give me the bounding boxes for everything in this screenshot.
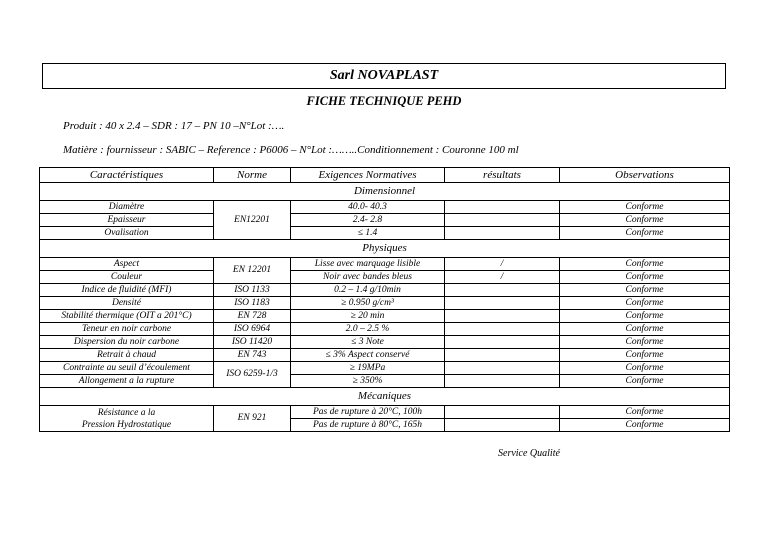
matiere-line: Matière : fournisseur : SABIC – Reference : P6006 – N°Lot :……..Conditionnement : Couronne 100 ml <box>63 144 519 156</box>
table-row <box>40 362 730 375</box>
section-row <box>40 183 730 201</box>
observation-cell: Conforme <box>560 201 730 214</box>
exigence-cell: 40.0- 40.3 <box>291 201 445 214</box>
section-dimensionnel: Dimensionnel <box>40 183 730 201</box>
service-qualite-label: Service Qualité <box>498 448 560 459</box>
table-row <box>40 214 730 227</box>
carac-cell: Dispersion du noir carbone <box>40 336 214 349</box>
table-row <box>40 375 730 388</box>
carac-line-1: Résistance a la <box>97 407 156 418</box>
table-header-row <box>40 168 730 183</box>
table-row <box>40 271 730 284</box>
table-row <box>40 406 730 419</box>
norme-cell: ISO 11420 <box>214 336 291 349</box>
exigence-cell: ≥ 20 min <box>291 310 445 323</box>
carac-cell: Stabilité thermique (OIT a 201°C) <box>40 310 214 323</box>
observation-cell: Conforme <box>560 258 730 271</box>
table-row <box>40 349 730 362</box>
section-row <box>40 388 730 406</box>
exigence-cell: Pas de rupture à 80°C, 165h <box>291 419 445 432</box>
carac-cell: Retrait à chaud <box>40 349 214 362</box>
table-row <box>40 201 730 214</box>
company-title-box <box>42 63 726 89</box>
norme-cell: EN12201 <box>214 201 291 240</box>
norme-cell: ISO 1133 <box>214 284 291 297</box>
carac-cell: Aspect <box>40 258 214 271</box>
carac-cell: Epaisseur <box>40 214 214 227</box>
observation-cell: Conforme <box>560 297 730 310</box>
table-row <box>40 323 730 336</box>
table-row <box>40 297 730 310</box>
exigence-cell: ≥ 0.950 g/cm³ <box>291 297 445 310</box>
exigence-cell: 2.0 – 2.5 % <box>291 323 445 336</box>
norme-cell: EN 12201 <box>214 258 291 284</box>
carac-cell <box>40 406 214 432</box>
document-title: FICHE TECHNIQUE PEHD <box>306 94 462 108</box>
observation-cell: Conforme <box>560 323 730 336</box>
exigence-cell: ≤ 1.4 <box>291 227 445 240</box>
observation-cell: Conforme <box>560 406 730 419</box>
observation-cell: Conforme <box>560 227 730 240</box>
observation-cell: Conforme <box>560 214 730 227</box>
header-exigences: Exigences Normatives <box>291 168 445 183</box>
section-physiques: Physiques <box>40 240 730 258</box>
table-row <box>40 258 730 271</box>
exigence-cell: Noir avec bandes bleus <box>291 271 445 284</box>
result-cell <box>445 419 560 432</box>
result-cell <box>445 201 560 214</box>
exigence-cell: Pas de rupture à 20°C, 100h <box>291 406 445 419</box>
product-line: Produit : 40 x 2.4 – SDR : 17 – PN 10 –N°Lot :…. <box>63 120 285 132</box>
carac-cell: Teneur en noir carbone <box>40 323 214 336</box>
result-cell <box>445 227 560 240</box>
exigence-cell: Lisse avec marquage lisible <box>291 258 445 271</box>
observation-cell: Conforme <box>560 310 730 323</box>
observation-cell: Conforme <box>560 336 730 349</box>
exigence-cell: ≤ 3% Aspect conservé <box>291 349 445 362</box>
result-cell <box>445 362 560 375</box>
exigence-cell: 0.2 – 1.4 g/10min <box>291 284 445 297</box>
result-cell <box>445 336 560 349</box>
company-name: Sarl NOVAPLAST <box>329 68 439 83</box>
header-resultats: résultats <box>445 168 560 183</box>
table-row <box>40 336 730 349</box>
table-row <box>40 310 730 323</box>
carac-line-2: Pression Hydrostatique <box>81 419 172 430</box>
observation-cell: Conforme <box>560 419 730 432</box>
header-norme: Norme <box>214 168 291 183</box>
header-observations: Observations <box>560 168 730 183</box>
result-cell: / <box>445 271 560 284</box>
table-row <box>40 227 730 240</box>
result-cell <box>445 323 560 336</box>
observation-cell: Conforme <box>560 271 730 284</box>
norme-cell: ISO 6964 <box>214 323 291 336</box>
specification-table <box>39 167 730 432</box>
header-caracteristiques: Caractéristiques <box>40 168 214 183</box>
norme-cell: ISO 1183 <box>214 297 291 310</box>
section-mecaniques: Mécaniques <box>40 388 730 406</box>
norme-cell: EN 921 <box>214 406 291 432</box>
result-cell <box>445 349 560 362</box>
carac-cell: Contrainte au seuil d’écoulement <box>40 362 214 375</box>
result-cell <box>445 284 560 297</box>
result-cell <box>445 297 560 310</box>
result-cell <box>445 214 560 227</box>
result-cell: / <box>445 258 560 271</box>
exigence-cell: ≥ 19MPa <box>291 362 445 375</box>
observation-cell: Conforme <box>560 349 730 362</box>
exigence-cell: 2.4- 2.8 <box>291 214 445 227</box>
observation-cell: Conforme <box>560 375 730 388</box>
result-cell <box>445 406 560 419</box>
norme-cell: EN 728 <box>214 310 291 323</box>
table-row <box>40 284 730 297</box>
carac-cell: Couleur <box>40 271 214 284</box>
exigence-cell: ≥ 350% <box>291 375 445 388</box>
carac-cell: Densité <box>40 297 214 310</box>
result-cell <box>445 310 560 323</box>
norme-cell: ISO 6259-1/3 <box>214 362 291 388</box>
observation-cell: Conforme <box>560 362 730 375</box>
carac-cell: Allongement a la rupture <box>40 375 214 388</box>
result-cell <box>445 375 560 388</box>
carac-cell: Ovalisation <box>40 227 214 240</box>
carac-cell: Indice de fluidité (MFI) <box>40 284 214 297</box>
observation-cell: Conforme <box>560 284 730 297</box>
exigence-cell: ≤ 3 Note <box>291 336 445 349</box>
section-row <box>40 240 730 258</box>
norme-cell: EN 743 <box>214 349 291 362</box>
carac-cell: Diamètre <box>40 201 214 214</box>
